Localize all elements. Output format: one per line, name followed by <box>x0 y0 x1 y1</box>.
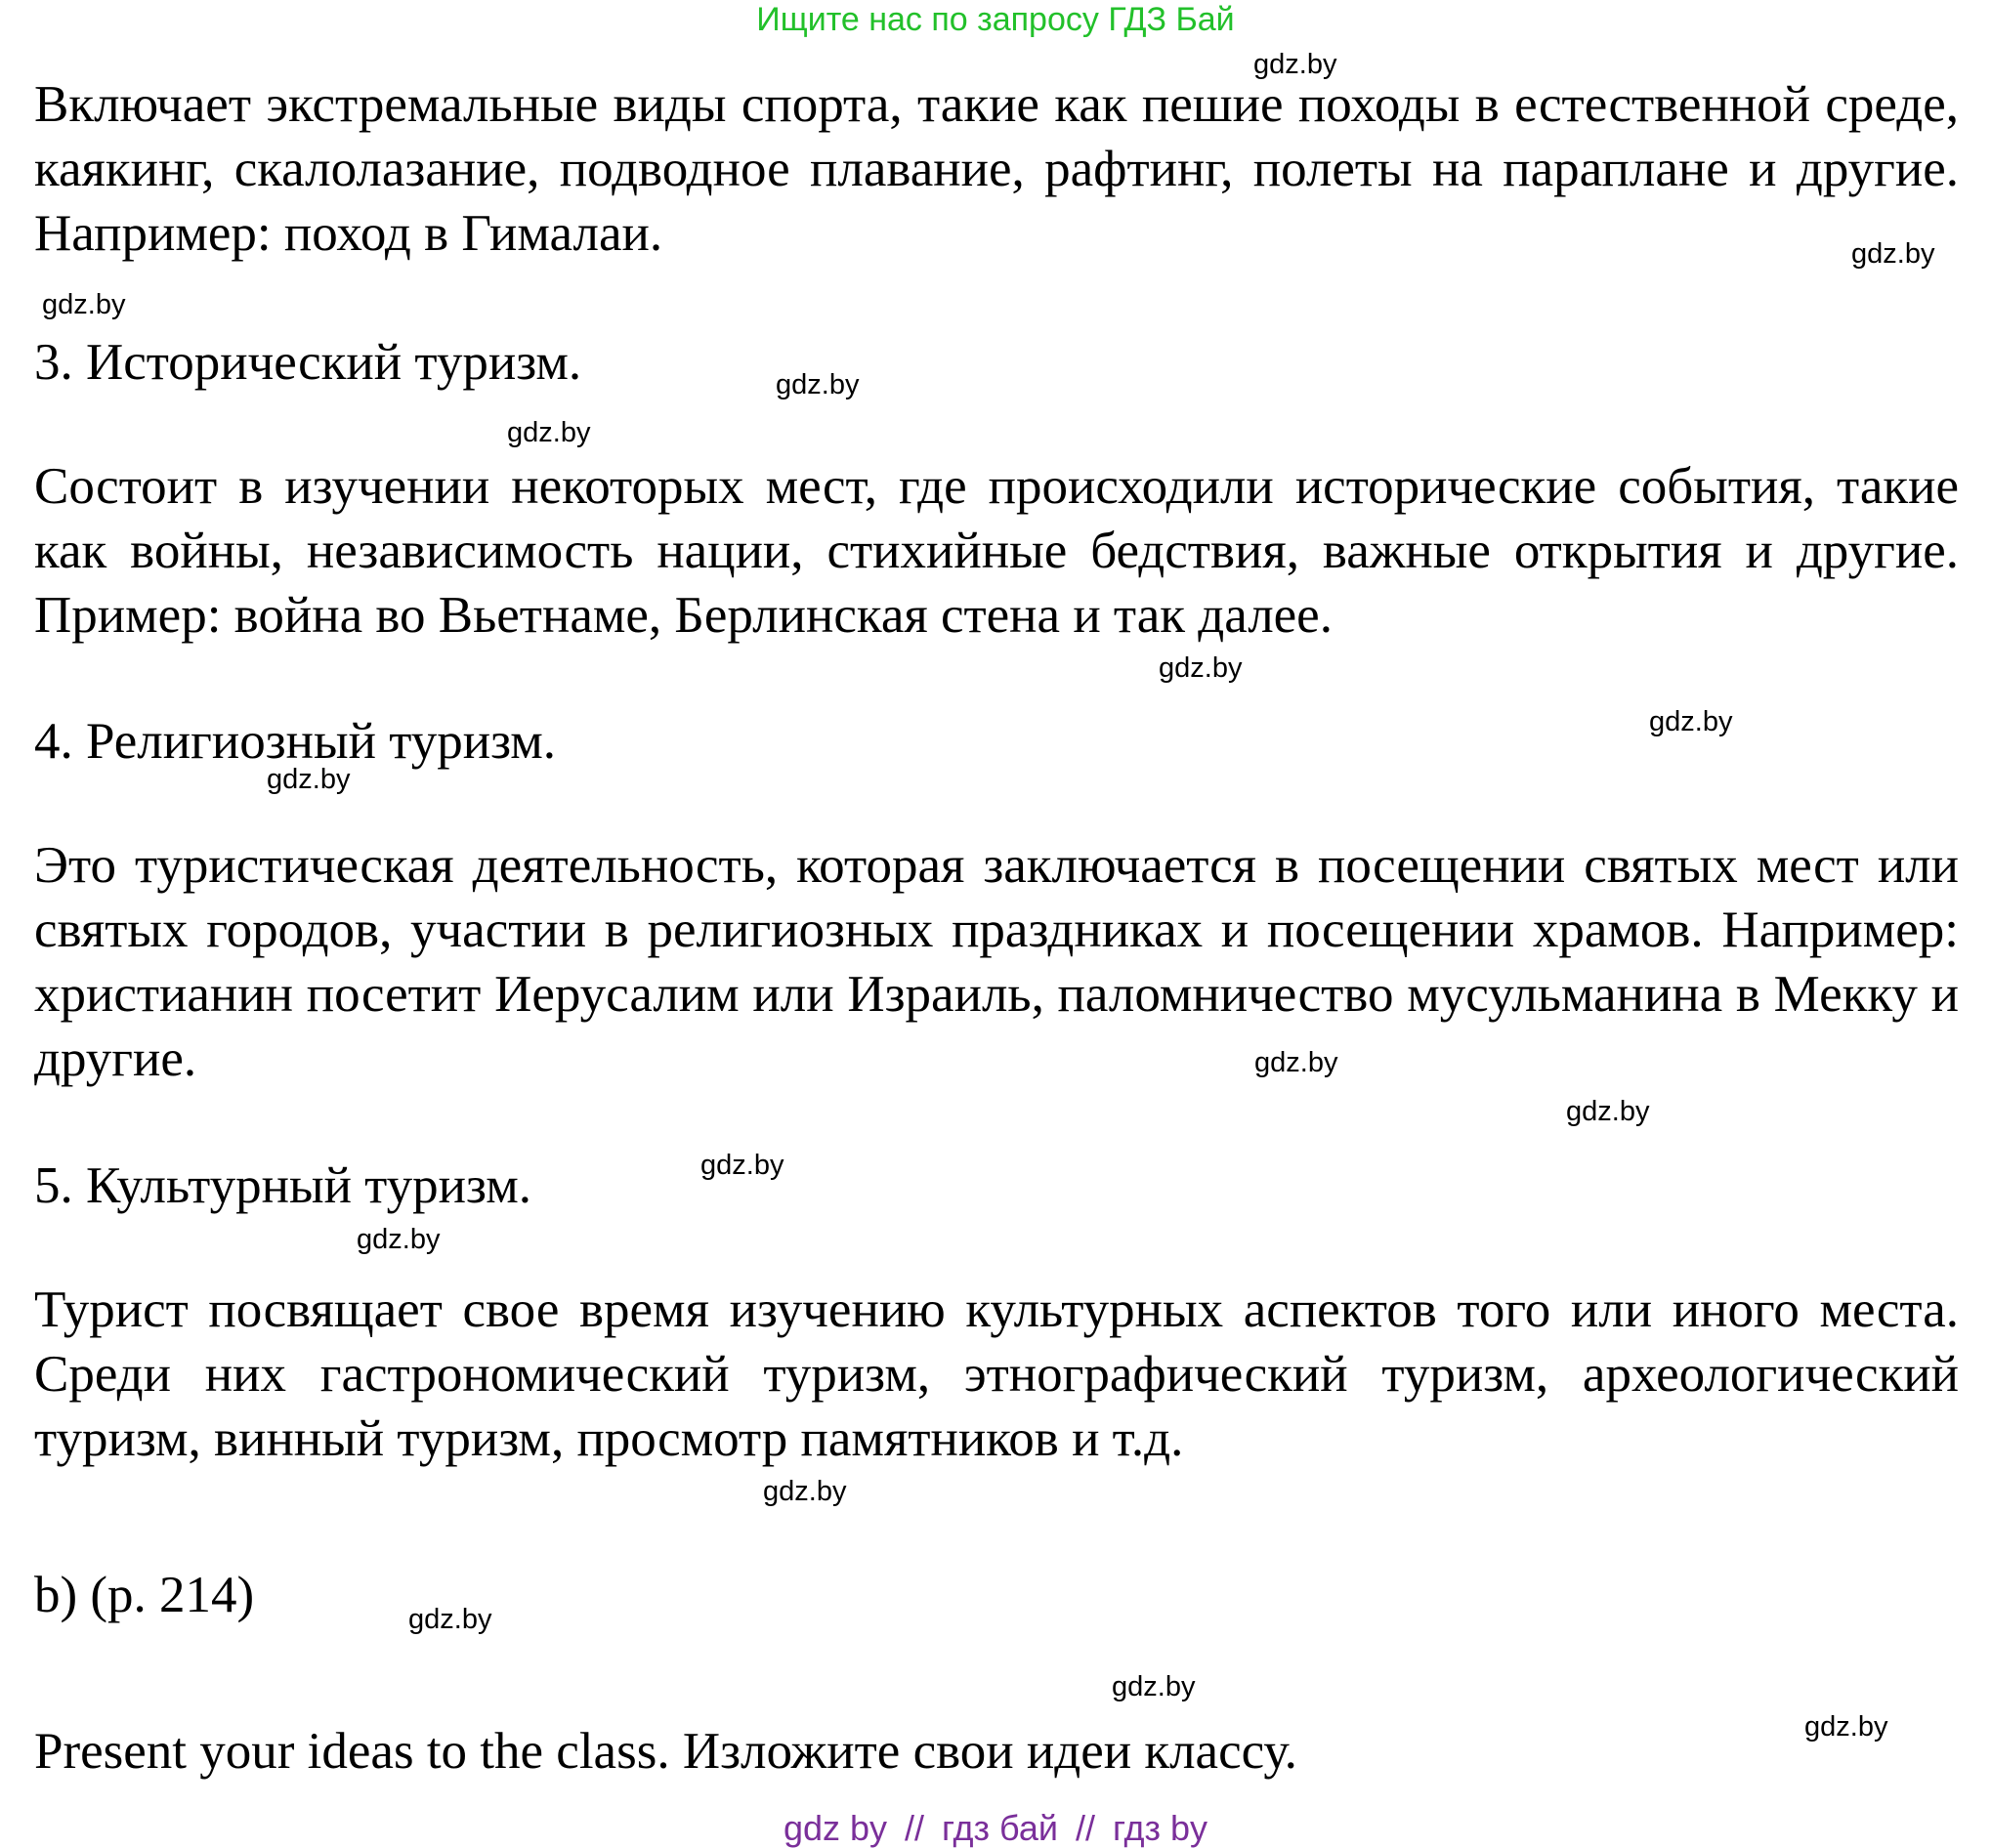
task-label: b) (p. 214) <box>34 1567 255 1623</box>
watermark: gdz.by <box>357 1224 441 1255</box>
header-banner: Ищите нас по запросу ГДЗ Бай <box>756 1 1235 38</box>
footer-link-gdz-by-cyr[interactable]: гдз by <box>1113 1808 1208 1848</box>
footer-separator: // <box>905 1808 925 1848</box>
watermark: gdz.by <box>763 1476 847 1507</box>
watermark: gdz.by <box>507 417 591 448</box>
paragraph-extreme-tourism: Включает экстремальные виды спорта, такие как пешие походы в естественной среде, каякинг, скалолазание, подводное плавание, рафтинг, полеты на параплане и другие. Например: поход в Гималаи. <box>34 76 1959 262</box>
paragraph-historical-tourism: Состоит в изучении некоторых мест, где происходили исторические события, такие как войны, независимость нации, стихийные бедствия, важные открытия и другие. Пример: война во Вьетнаме, Берлинская стена и так далее. <box>34 458 1959 644</box>
watermark: gdz.by <box>1253 49 1337 80</box>
task-text: Present your ideas to the class. Изложите свои идеи классу. <box>34 1723 1297 1780</box>
footer-links <box>0 1809 1991 1848</box>
paragraph-cultural-tourism: Турист посвящает свое время изучению культурных аспектов того или иного места. Среди них гастрономический туризм, этнографический туризм, археологический туризм, винный туризм, просмотр памятников и т.д. <box>34 1281 1959 1467</box>
watermark: gdz.by <box>1804 1711 1888 1743</box>
footer-link-gdz-bai[interactable]: гдз бай <box>942 1808 1058 1848</box>
watermark: gdz.by <box>1112 1671 1196 1702</box>
watermark: gdz.by <box>1254 1047 1338 1078</box>
watermark: gdz.by <box>1649 706 1733 737</box>
watermark: gdz.by <box>700 1150 784 1181</box>
paragraph-religious-tourism: Это туристическая деятельность, которая заключается в посещении святых мест или святых городов, участии в религиозных праздниках и посещении храмов. Например: христианин посетит Иерусалим или Израиль, паломничество мусульманина в Мекку и другие. <box>34 837 1959 1087</box>
heading-historical-tourism: 3. Исторический туризм. <box>34 334 582 391</box>
watermark: gdz.by <box>267 764 351 795</box>
watermark: gdz.by <box>408 1604 492 1635</box>
heading-cultural-tourism: 5. Культурный туризм. <box>34 1157 531 1214</box>
watermark: gdz.by <box>1159 652 1243 684</box>
watermark: gdz.by <box>1851 238 1935 270</box>
watermark: gdz.by <box>776 369 860 400</box>
footer-separator: // <box>1075 1808 1095 1848</box>
heading-religious-tourism: 4. Религиозный туризм. <box>34 713 557 770</box>
watermark: gdz.by <box>1566 1096 1650 1127</box>
footer-link-gdz-by[interactable]: gdz by <box>783 1808 888 1848</box>
watermark: gdz.by <box>42 289 126 320</box>
